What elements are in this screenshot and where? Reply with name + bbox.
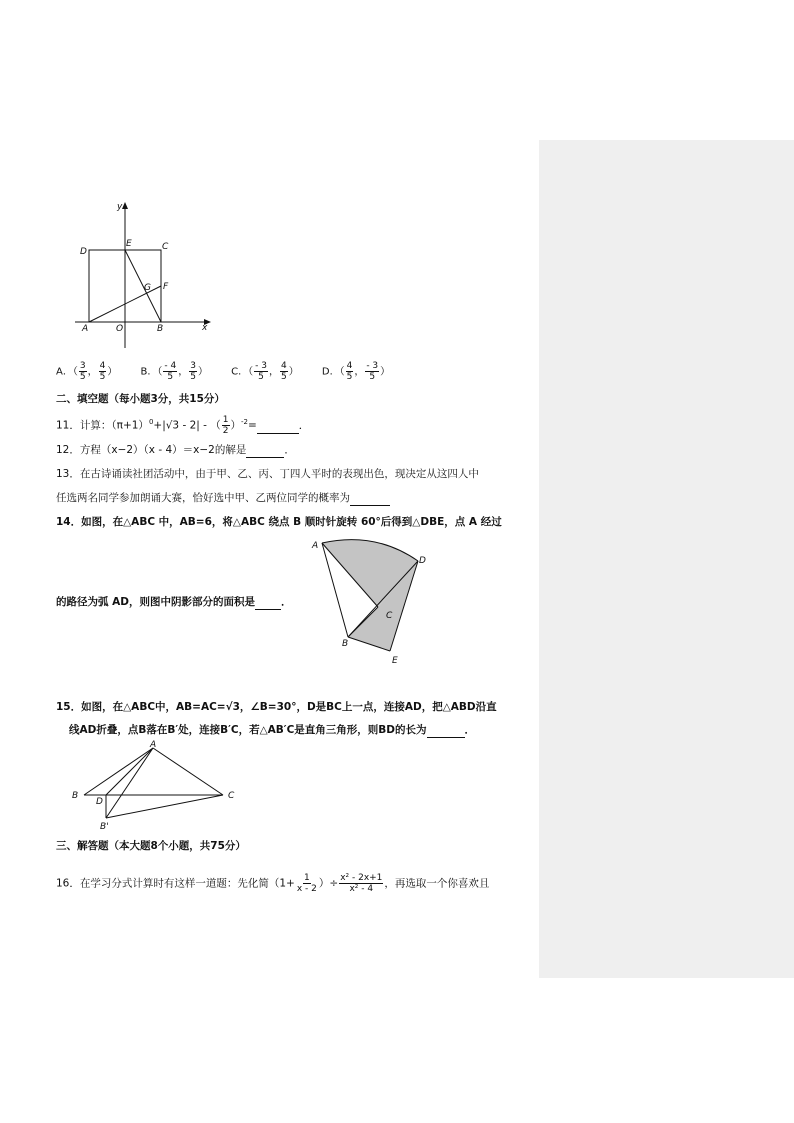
comment-pane bbox=[539, 140, 794, 978]
q15-answer-blank[interactable] bbox=[427, 723, 465, 738]
choice-c-frac2: $\frac{4}{5}$ bbox=[280, 361, 287, 382]
fold-figure bbox=[68, 740, 243, 835]
fig14-label-e: E bbox=[392, 656, 398, 666]
question-15-line2: 线AD折叠，点B落在B′处，连接B′C，若△AB′C是直角三角形，则BD的长为 ． bbox=[69, 724, 475, 736]
q11-answer-blank[interactable] bbox=[257, 419, 299, 434]
fig14-label-a: A bbox=[312, 541, 319, 551]
question-11: 11．计算：$(\pi+1)^0+|√3 - 2|$ - （ $\frac{1}{2}$ ）$^{-2}$= ． bbox=[56, 415, 310, 436]
question-14-line1: 14．如图，在△ABC 中，AB=6，将△ABC 绕点 B 顺时针旋转 60°后得到△DBE，点 A 经过 bbox=[56, 516, 502, 528]
question-16: 16．在学习分式计算时有这样一道题：先化简（1+ $\frac{1}{x - 2}$ ）÷ $\frac{\text{x² - 2x+1}}{\text{x² - 4}}$ ，再选取一个你喜欢且 bbox=[56, 873, 490, 894]
choice-a-label: A．（ bbox=[56, 366, 78, 378]
fig1-label-o: O bbox=[116, 324, 124, 334]
fig1-label-c: C bbox=[162, 242, 169, 252]
section2-heading: 二、填空题（每小题3分，共15分） bbox=[56, 393, 225, 405]
fig15-label-bprime: B' bbox=[100, 822, 109, 832]
fig14-label-d: D bbox=[419, 556, 426, 566]
fig1-label-a: A bbox=[82, 324, 89, 334]
choice-d-label: D．（ bbox=[321, 366, 345, 378]
choice-b: B．（ $\frac{- 4}{5}$ ， $\frac{3}{5}$ ） bbox=[140, 361, 208, 382]
choice-a-frac2: $\frac{4}{5}$ bbox=[99, 361, 106, 382]
fig14-label-c: C bbox=[386, 611, 393, 621]
fig15-label-a: A bbox=[150, 740, 157, 750]
q16-frac1: $\frac{1}{x - 2}$ bbox=[296, 873, 317, 894]
question-14-line2: 的路径为弧 AD，则图中阴影部分的面积是 ． bbox=[56, 596, 292, 608]
q12-answer-blank[interactable] bbox=[246, 443, 284, 458]
fig1-label-f: F bbox=[163, 282, 169, 292]
question-13-line2: 任选两名同学参加朗诵大赛，恰好选中甲、乙两位同学的概率为 bbox=[56, 491, 390, 506]
choice-a: A．（ $\frac{3}{5}$ ， $\frac{4}{5}$ ） bbox=[56, 361, 118, 382]
section3-heading: 三、解答题（本大题8个小题，共75分） bbox=[56, 840, 246, 852]
fig15-label-b: B bbox=[72, 791, 79, 801]
q10-choices bbox=[56, 361, 410, 382]
choice-b-frac2: $\frac{3}{5}$ bbox=[190, 361, 196, 382]
fig1-label-d: D bbox=[80, 247, 87, 257]
q14-answer-blank[interactable] bbox=[255, 595, 281, 610]
choice-d: D．（ $\frac{4}{5}$ ， $\frac{- 3}{5}$ ） bbox=[321, 361, 391, 382]
choice-b-label: B．（ bbox=[140, 366, 163, 378]
fig15-label-d: D bbox=[96, 797, 103, 807]
question-13-line1: 13．在古诗诵读社团活动中，由于甲、乙、丙、丁四人平时的表现出色，现决定从这四人中 bbox=[56, 468, 479, 480]
fig1-label-x: x bbox=[202, 323, 208, 333]
fig15-label-c: C bbox=[228, 791, 235, 801]
question-15-line1: 15．如图，在△ABC中，AB=AC=√3，∠B=30°，D是BC上一点，连接AD，把△ABD沿直 bbox=[56, 701, 497, 713]
choice-b-frac1: $\frac{- 4}{5}$ bbox=[164, 361, 177, 382]
choice-d-frac2: $\frac{- 3}{5}$ bbox=[366, 361, 379, 382]
question-12: 12．方程（x−2）（x - 4）＝x−2的解是 ． bbox=[56, 444, 295, 456]
fig1-label-e: E bbox=[126, 239, 132, 249]
q13-answer-blank[interactable] bbox=[350, 491, 390, 506]
choice-a-frac1: $\frac{3}{5}$ bbox=[79, 361, 86, 382]
fig1-label-g: G bbox=[144, 283, 151, 293]
fig1-label-y: y bbox=[117, 202, 123, 212]
fig1-label-b: B bbox=[157, 324, 164, 334]
q16-frac2: $\frac{\text{x² - 2x+1}}{\text{x² - 4}}$ bbox=[340, 873, 383, 894]
choice-c-label: C．（ bbox=[231, 366, 254, 378]
rotation-figure bbox=[310, 535, 430, 670]
fig14-label-b: B bbox=[342, 639, 349, 649]
choice-d-frac1: $\frac{4}{5}$ bbox=[346, 361, 353, 382]
choice-c-frac1: $\frac{- 3}{5}$ bbox=[255, 361, 267, 382]
coordinate-figure bbox=[75, 198, 220, 358]
choice-c: C．（ $\frac{- 3}{5}$ ， $\frac{4}{5}$ ） bbox=[231, 361, 299, 382]
q11-frac: $\frac{1}{2}$ bbox=[222, 415, 229, 436]
